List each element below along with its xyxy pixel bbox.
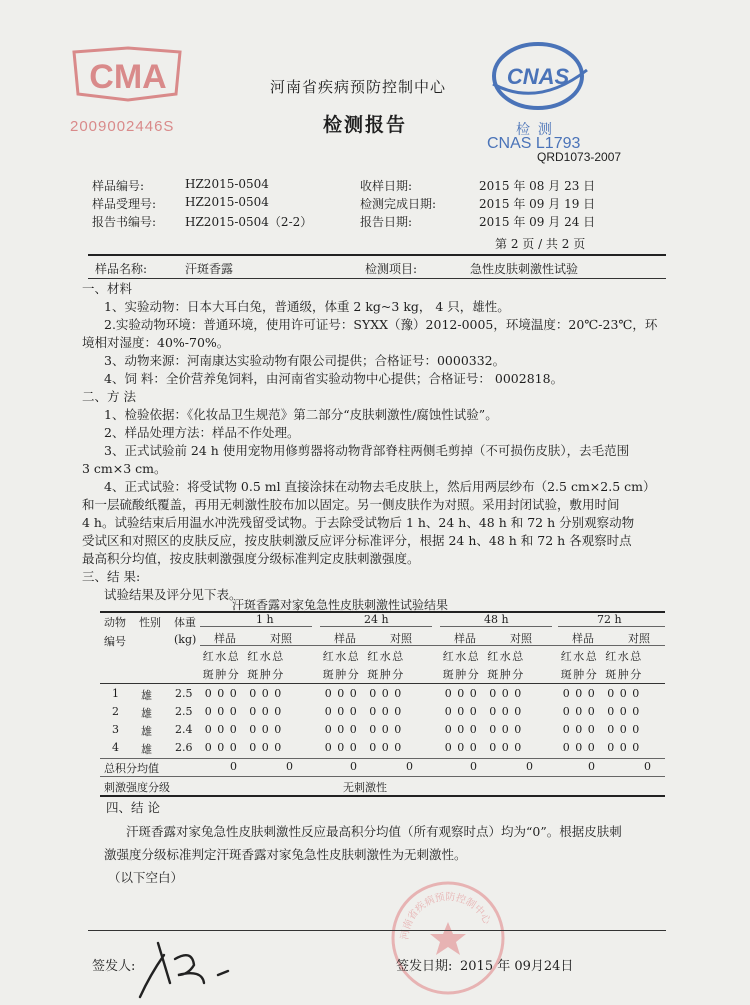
score-cell: 0 [469, 705, 477, 718]
header-sub-bottom: 斑 [605, 668, 617, 681]
score-cell: 0 [489, 741, 497, 754]
score-cell: 0 [619, 687, 627, 700]
score-cell: 0 [381, 687, 389, 700]
score-cell: 0 [249, 705, 257, 718]
score-cell: 0 [562, 723, 570, 736]
methods-4-cont: 4 h。试验结束后用温水冲洗残留受试物。于去除受试物后 1 h、24 h、48 h 和 72 h 分别观察动物 [82, 515, 635, 530]
score-cell: 0 [394, 687, 402, 700]
report-date: 2015 年 09 月 24 日 [479, 215, 596, 229]
svg-text:CMA: CMA [89, 58, 167, 96]
score-cell: 0 [469, 723, 477, 736]
score-cell: 0 [632, 705, 640, 718]
avg-value: 0 [350, 760, 357, 773]
score-cell: 0 [394, 705, 402, 718]
row-animal-no: 1 [112, 687, 119, 700]
recv-date-label: 收样日期: [360, 179, 413, 193]
score-cell: 0 [217, 741, 225, 754]
header-sub-bottom: 斑 [367, 668, 379, 681]
sample-no-label: 样品编号: [92, 179, 145, 193]
header-sub-top: 水 [573, 650, 585, 663]
header-sub-top: 红 [202, 650, 214, 663]
score-cell: 0 [381, 741, 389, 754]
header-sub-bottom: 肿 [617, 668, 629, 681]
score-cell: 0 [619, 705, 627, 718]
recv-date: 2015 年 08 月 23 日 [479, 179, 596, 193]
score-cell: 0 [514, 687, 522, 700]
conclusion-1: 汗斑香露对家兔急性皮肤刺激性反应最高积分均值（所有观察时点）均为“0”。根据皮肤刺 [126, 824, 622, 839]
score-cell: 0 [469, 687, 477, 700]
score-cell: 0 [229, 723, 237, 736]
header-sub-bottom: 分 [272, 668, 284, 681]
cnas-id: CNAS L1793 [487, 135, 581, 152]
sign-date-label: 签发日期: [396, 959, 453, 974]
sign-date: 2015 年 09月24日 [460, 959, 574, 974]
score-cell: 0 [217, 687, 225, 700]
score-cell: 0 [274, 687, 282, 700]
header-sub-bottom: 分 [392, 668, 404, 681]
score-cell: 0 [204, 705, 212, 718]
avg-value: 0 [526, 760, 533, 773]
grade-label: 刺激强度分级 [104, 781, 170, 794]
score-cell: 0 [369, 723, 377, 736]
score-cell: 0 [324, 741, 332, 754]
score-cell: 0 [369, 705, 377, 718]
score-cell: 0 [261, 705, 269, 718]
header-sub-bottom: 分 [630, 668, 642, 681]
score-cell: 0 [457, 705, 465, 718]
score-cell: 0 [337, 687, 345, 700]
cnas-subtitle: 检 测 [516, 121, 554, 137]
signer-label: 签发人: [92, 959, 136, 974]
score-cell: 0 [444, 723, 452, 736]
header-sub-top: 总 [272, 650, 284, 663]
report-title: 检测报告 [323, 115, 408, 136]
avg-value: 0 [286, 760, 293, 773]
header-sub-top: 红 [322, 650, 334, 663]
score-cell: 0 [489, 723, 497, 736]
score-cell: 0 [514, 723, 522, 736]
header-sub-bottom: 肿 [335, 668, 347, 681]
header-sub-bottom: 分 [347, 668, 359, 681]
header-subcols [202, 666, 284, 682]
score-cell: 0 [457, 741, 465, 754]
header-sub-bottom: 分 [585, 668, 597, 681]
score-cell: 0 [337, 705, 345, 718]
header-sub-bottom: 斑 [442, 668, 454, 681]
row-scores [442, 741, 524, 754]
score-cell: 0 [229, 687, 237, 700]
test-item-label: 检测项目: [365, 262, 418, 276]
score-cell: 0 [575, 741, 583, 754]
header-sub-top: 红 [605, 650, 617, 663]
score-cell: 0 [619, 741, 627, 754]
score-cell: 0 [249, 687, 257, 700]
row-weight: 2.4 [175, 723, 193, 736]
header-sub-top: 红 [247, 650, 259, 663]
header-subcols [560, 666, 642, 682]
section-conclusion-title: 四、结 论 [106, 800, 160, 815]
header-animal: 动物 [104, 616, 126, 629]
header-time-1h: 1 h [256, 613, 274, 626]
score-cell: 0 [607, 723, 615, 736]
row-sex: 雄 [141, 689, 152, 702]
score-cell: 0 [349, 723, 357, 736]
header-sub-top: 水 [455, 650, 467, 663]
header-sub-bottom: 分 [467, 668, 479, 681]
score-cell: 0 [369, 741, 377, 754]
header-sub-bottom: 斑 [487, 668, 499, 681]
score-cell: 0 [229, 741, 237, 754]
score-cell: 0 [217, 705, 225, 718]
header-sub-bottom: 肿 [455, 668, 467, 681]
header-sample: 样品 [454, 632, 476, 645]
score-cell: 0 [394, 741, 402, 754]
score-cell: 0 [249, 723, 257, 736]
header-sub-top: 水 [499, 650, 511, 663]
row-scores [202, 741, 284, 754]
divider [88, 254, 666, 256]
header-sample: 样品 [214, 632, 236, 645]
header-control: 对照 [628, 632, 650, 645]
methods-4-cont: 和一层硫酸纸覆盖，再用无刺激性胶布加以固定。另一侧皮肤作为对照。采用封闭试验，敷用时间 [82, 497, 620, 512]
signature [130, 935, 250, 1001]
header-control: 对照 [390, 632, 412, 645]
header-weight-unit: (kg) [174, 633, 197, 646]
score-cell: 0 [261, 741, 269, 754]
score-cell: 0 [204, 723, 212, 736]
score-cell: 0 [204, 687, 212, 700]
row-scores [560, 687, 642, 700]
row-scores [202, 723, 284, 736]
header-sex: 性别 [139, 616, 161, 629]
row-scores [322, 723, 404, 736]
score-cell: 0 [632, 741, 640, 754]
header-control: 对照 [270, 632, 292, 645]
score-cell: 0 [469, 741, 477, 754]
header-sub-top: 总 [227, 650, 239, 663]
score-cell: 0 [229, 705, 237, 718]
header-sub-top: 红 [367, 650, 379, 663]
report-date-label: 报告日期: [360, 215, 413, 229]
row-scores [322, 705, 404, 718]
header-subcols [322, 648, 404, 664]
conclusion-2: 激强度分级标准判定汗斑香露对家兔急性皮肤刺激性为无刺激性。 [104, 847, 467, 862]
row-sex: 雄 [141, 707, 152, 720]
methods-3: 3、正式试验前 24 h 使用宠物用修剪器将动物背部脊柱两侧毛剪掉（不可损伤皮肤），去毛范围 [104, 443, 630, 458]
official-seal [388, 878, 508, 998]
row-weight: 2.5 [175, 687, 193, 700]
score-cell: 0 [349, 687, 357, 700]
avg-label: 总积分均值 [104, 762, 159, 775]
avg-value: 0 [230, 760, 237, 773]
score-cell: 0 [337, 741, 345, 754]
header-subcols [322, 666, 404, 682]
score-cell: 0 [324, 705, 332, 718]
score-cell: 0 [587, 687, 595, 700]
done-date: 2015 年 09 月 19 日 [479, 197, 596, 211]
row-animal-no: 3 [112, 723, 119, 736]
blank-note: （以下空白） [108, 870, 184, 885]
header-sub-bottom: 斑 [202, 668, 214, 681]
header-sub-bottom: 分 [227, 668, 239, 681]
score-cell: 0 [217, 723, 225, 736]
materials-1: 1、实验动物：日本大耳白兔，普通级，体重 2 kg~3 kg， 4 只，雄性。 [104, 299, 510, 314]
score-cell: 0 [381, 705, 389, 718]
header-sub-top: 总 [467, 650, 479, 663]
score-cell: 0 [324, 723, 332, 736]
score-cell: 0 [514, 741, 522, 754]
methods-4: 4、正式试验：将受试物 0.5 ml 直接涂抹在动物去毛皮肤上，然后用两层纱布（2.5 cm×2.5 cm） [104, 479, 656, 494]
row-scores [442, 687, 524, 700]
header-sub-top: 水 [215, 650, 227, 663]
score-cell: 0 [562, 687, 570, 700]
score-cell: 0 [457, 723, 465, 736]
header-sub-top: 水 [379, 650, 391, 663]
header-sub-top: 水 [617, 650, 629, 663]
avg-value: 0 [588, 760, 595, 773]
header-control: 对照 [510, 632, 532, 645]
sample-name: 汗斑香露 [185, 262, 234, 276]
header-sub-top: 总 [347, 650, 359, 663]
header-sub-top: 总 [585, 650, 597, 663]
header-sub-top: 水 [335, 650, 347, 663]
header-no: 编号 [104, 635, 126, 648]
done-date-label: 检测完成日期: [360, 197, 437, 211]
header-sub-top: 红 [487, 650, 499, 663]
methods-3-cont: 3 cm×3 cm。 [82, 461, 167, 476]
score-cell: 0 [501, 741, 509, 754]
cma-number: 2009002446S [70, 118, 175, 135]
table-header-border [100, 683, 665, 684]
header-sub-bottom: 斑 [247, 668, 259, 681]
score-cell: 0 [489, 705, 497, 718]
score-cell: 0 [489, 687, 497, 700]
results-intro: 试验结果及评分见下表。 [104, 587, 242, 602]
header-sub-top: 总 [392, 650, 404, 663]
row-scores [322, 741, 404, 754]
score-cell: 0 [249, 741, 257, 754]
score-cell: 0 [444, 705, 452, 718]
score-cell: 0 [587, 705, 595, 718]
header-sub-bottom: 肿 [259, 668, 271, 681]
header-sub-bottom: 分 [512, 668, 524, 681]
section-materials-title: 一、材料 [82, 281, 133, 296]
header-sub-top: 总 [512, 650, 524, 663]
materials-3: 3、动物来源：河南康达实验动物有限公司提供；合格证号：0000332。 [104, 353, 506, 368]
accept-no: HZ2015-0504 [185, 195, 269, 209]
header-time-48h: 48 h [484, 613, 509, 626]
header-sub-top: 水 [259, 650, 271, 663]
avg-value: 0 [406, 760, 413, 773]
score-cell: 0 [457, 687, 465, 700]
row-scores [560, 741, 642, 754]
row-scores [322, 687, 404, 700]
row-sex: 雄 [141, 743, 152, 756]
score-cell: 0 [381, 723, 389, 736]
score-cell: 0 [619, 723, 627, 736]
score-cell: 0 [575, 723, 583, 736]
score-cell: 0 [501, 705, 509, 718]
header-sub-bottom: 肿 [499, 668, 511, 681]
row-sex: 雄 [141, 725, 152, 738]
materials-2: 2.实验动物环境：普通环境，使用许可证号：SYXX（豫）2012-0005，环境温度：20℃-23℃，环 [104, 317, 658, 332]
header-sample: 样品 [572, 632, 594, 645]
header-time-72h: 72 h [597, 613, 622, 626]
grade-value: 无刺激性 [343, 781, 387, 794]
row-animal-no: 4 [112, 741, 119, 754]
header-sub-top: 红 [442, 650, 454, 663]
score-cell: 0 [632, 723, 640, 736]
report-no: HZ2015-0504（2-2） [185, 215, 313, 229]
materials-4: 4、饲 料：全价营养兔饲料，由河南省实验动物中心提供；合格证号： 0002818。 [104, 371, 564, 386]
methods-1: 1、检验依据：《化妆品卫生规范》第二部分“皮肤刺激性/腐蚀性试验”。 [104, 407, 498, 422]
score-cell: 0 [632, 687, 640, 700]
sample-no: HZ2015-0504 [185, 177, 269, 191]
row-scores [442, 723, 524, 736]
header-sub-bottom: 肿 [573, 668, 585, 681]
header-weight: 体重 [174, 616, 196, 629]
report-no-label: 报告书编号: [92, 215, 157, 229]
header-subcols [202, 648, 284, 664]
row-scores [560, 723, 642, 736]
score-cell: 0 [607, 705, 615, 718]
avg-value: 0 [470, 760, 477, 773]
score-cell: 0 [501, 723, 509, 736]
header-sub-top: 红 [560, 650, 572, 663]
header-sub-bottom: 斑 [560, 668, 572, 681]
score-cell: 0 [274, 741, 282, 754]
doc-code: QRD1073-2007 [537, 150, 622, 164]
row-scores [202, 705, 284, 718]
score-cell: 0 [444, 741, 452, 754]
score-cell: 0 [607, 687, 615, 700]
header-subcols [442, 666, 524, 682]
score-cell: 0 [274, 723, 282, 736]
header-sub-bottom: 斑 [322, 668, 334, 681]
score-cell: 0 [575, 687, 583, 700]
section-methods-title: 二、方 法 [82, 389, 136, 404]
score-cell: 0 [607, 741, 615, 754]
score-cell: 0 [501, 687, 509, 700]
score-cell: 0 [587, 741, 595, 754]
header-sample: 样品 [334, 632, 356, 645]
row-scores [202, 687, 284, 700]
materials-2-cont: 境相对湿度：40%-70%。 [82, 335, 230, 350]
row-weight: 2.5 [175, 705, 193, 718]
table-bottom-border [100, 795, 665, 797]
sample-name-label: 样品名称: [95, 262, 148, 276]
header-sub-bottom: 肿 [215, 668, 227, 681]
table-title: 汗斑香露对家兔急性皮肤刺激性试验结果 [232, 598, 449, 612]
score-cell: 0 [349, 705, 357, 718]
score-cell: 0 [324, 687, 332, 700]
score-cell: 0 [204, 741, 212, 754]
cma-logo [68, 44, 186, 106]
score-cell: 0 [349, 741, 357, 754]
score-cell: 0 [562, 705, 570, 718]
accept-no-label: 样品受理号: [92, 197, 157, 211]
svg-text:CNAS: CNAS [506, 64, 570, 89]
header-subcols [560, 648, 642, 664]
methods-2: 2、样品处理方法：样品不作处理。 [104, 425, 300, 440]
test-item: 急性皮肤刺激性试验 [470, 262, 579, 276]
page-number: 第 2 页 / 共 2 页 [495, 237, 586, 251]
avg-value: 0 [644, 760, 651, 773]
score-cell: 0 [587, 723, 595, 736]
divider [88, 930, 666, 931]
methods-4-cont: 受试区和对照区的皮肤反应，按皮肤刺激反应评分标准评分，根据 24 h、48 h 和 72 h 各观察时点 [82, 533, 632, 548]
score-cell: 0 [337, 723, 345, 736]
score-cell: 0 [394, 723, 402, 736]
score-cell: 0 [274, 705, 282, 718]
score-cell: 0 [369, 687, 377, 700]
row-weight: 2.6 [175, 741, 193, 754]
row-animal-no: 2 [112, 705, 119, 718]
row-scores [442, 705, 524, 718]
score-cell: 0 [261, 687, 269, 700]
score-cell: 0 [562, 741, 570, 754]
score-cell: 0 [514, 705, 522, 718]
methods-4-cont: 最高积分均值，按皮肤刺激强度分级标准判定皮肤刺激强度。 [82, 551, 420, 566]
header-time-24h: 24 h [364, 613, 389, 626]
score-cell: 0 [261, 723, 269, 736]
row-scores [560, 705, 642, 718]
svg-text:河南省疾病预防控制中心: 河南省疾病预防控制中心 [399, 891, 493, 941]
divider [88, 278, 666, 279]
header-subcols [442, 648, 524, 664]
cnas-logo [483, 38, 593, 116]
header-sub-bottom: 肿 [379, 668, 391, 681]
score-cell: 0 [575, 705, 583, 718]
section-results-title: 三、结 果: [82, 569, 141, 584]
header-sub-top: 总 [630, 650, 642, 663]
org-title: 河南省疾病预防控制中心 [270, 79, 447, 96]
score-cell: 0 [444, 687, 452, 700]
